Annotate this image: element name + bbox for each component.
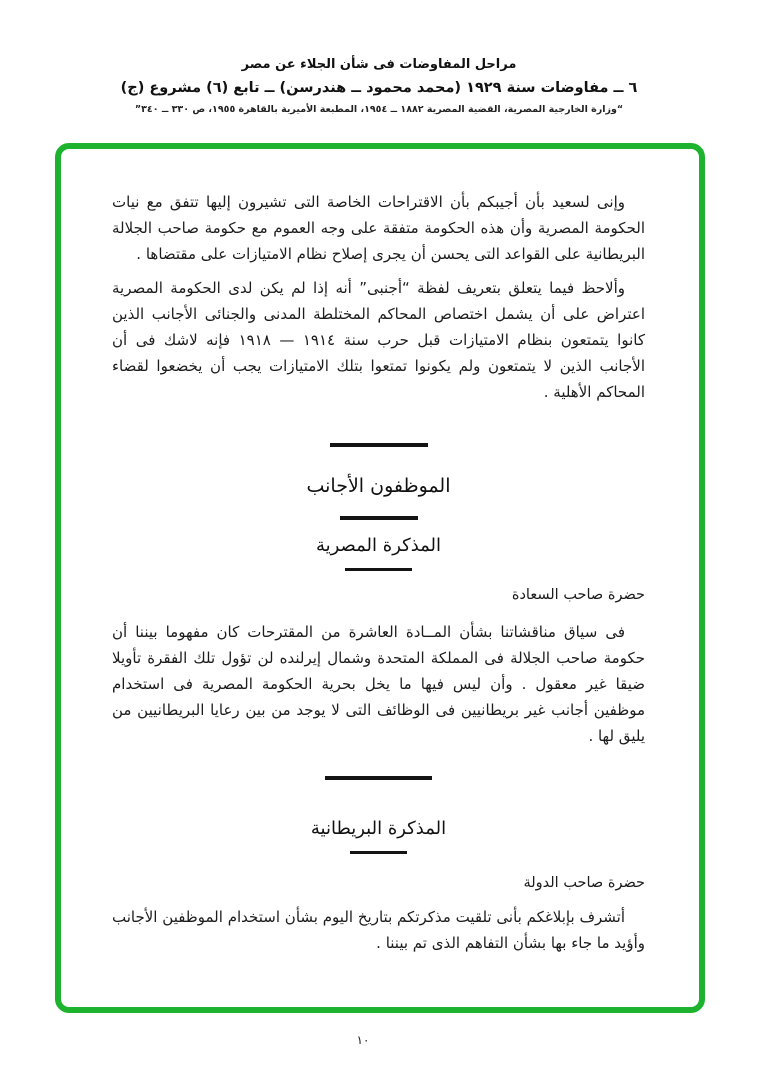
section-divider [330, 443, 428, 447]
egyptian-memo-body: فى سياق مناقشاتنا بشأن المــادة العاشرة من المقترحات كان مفهوما بيننا أن حكومة صاحب الجلالة فى المملكة المتحدة وشمال إيرلنده لن تؤول تلك الفقرة تأويلا ضيقا غير معقول . وأن ليس فيها ما يخل بحرية الحكومة المصرية فى استخدام موظفين أجانب غير بريطانيين فى الوظائف التى لا يوجد من بين رعايا البريطانيين من يليق لها . [112, 623, 645, 745]
header-source-citation: “وزارة الخارجية المصرية، القضية المصرية ١٨٨٢ ــ ١٩٥٤، المطبعة الأميرية بالقاهرة ١٩٥٥، ص ٣٣٠ ــ ٣٤٠” [134, 104, 624, 115]
section-divider [325, 776, 432, 780]
heading-underline-rule [345, 568, 412, 571]
british-memo-title: المذكرة البريطانية [310, 818, 447, 839]
section-title-foreign-employees: الموظفون الأجانب [306, 475, 451, 497]
header-subtitle: ٦ ــ مفاوضات سنة ١٩٢٩ (محمد محمود ــ هندرسن) ــ تابع (٦) مشروع (ج) [120, 80, 638, 96]
paragraph-proposals: وإنى لسعيد بأن أجيبكم بأن الاقتراحات الخاصة التى تشيرون إليها تتفق مع نيات الحكومة المصرية وأن هذه الحكومة متفقة على وجه العموم مع حكومة صاحب الجلالة البريطانية على القواعد التى يحسن أن يجرى إصلاح نظام الامتيازات على مقتضاها . [112, 193, 645, 263]
british-memo-body: أتشرف بإبلاغكم بأنى تلقيت مذكرتكم بتاريخ اليوم بشأن استخدام الموظفين الأجانب وأؤيد ما جاء بها بشأن التفاهم الذى تم بيننا . [112, 908, 645, 952]
paragraph-foreigner-definition: وألاحظ فيما يتعلق بتعريف لفظة “أجنبى” أنه إذا لم يكن لدى الحكومة المصرية اعتراض على أن يشمل اختصاص المحاكم المختلطة المدنى والجنائى الأجانب الذين كانوا يتمتعون بنظام الامتيازات قبل حرب سنة ١٩١٤ — ١٩١٨ فإنه لاشك فى أن الأجانب الذين لا يتمتعون ولم يكونوا تمتعوا بتلك الامتيازات يجب أن يخضعوا لقضاء المحاكم الأهلية . [112, 279, 645, 401]
british-memo-salutation: حضرة صاحب الدولة [523, 875, 645, 891]
document-header [0, 0, 758, 115]
heading-underline-rule [350, 851, 407, 854]
header-title: مراحل المفاوضات فى شأن الجلاء عن مصر [241, 57, 517, 72]
egyptian-memo-title: المذكرة المصرية [315, 535, 442, 556]
annotation-highlight-box [55, 143, 705, 1013]
page-number: ١٠ [356, 1033, 370, 1047]
egyptian-memo-salutation: حضرة صاحب السعادة [511, 587, 645, 603]
heading-underline-rule [340, 516, 418, 520]
